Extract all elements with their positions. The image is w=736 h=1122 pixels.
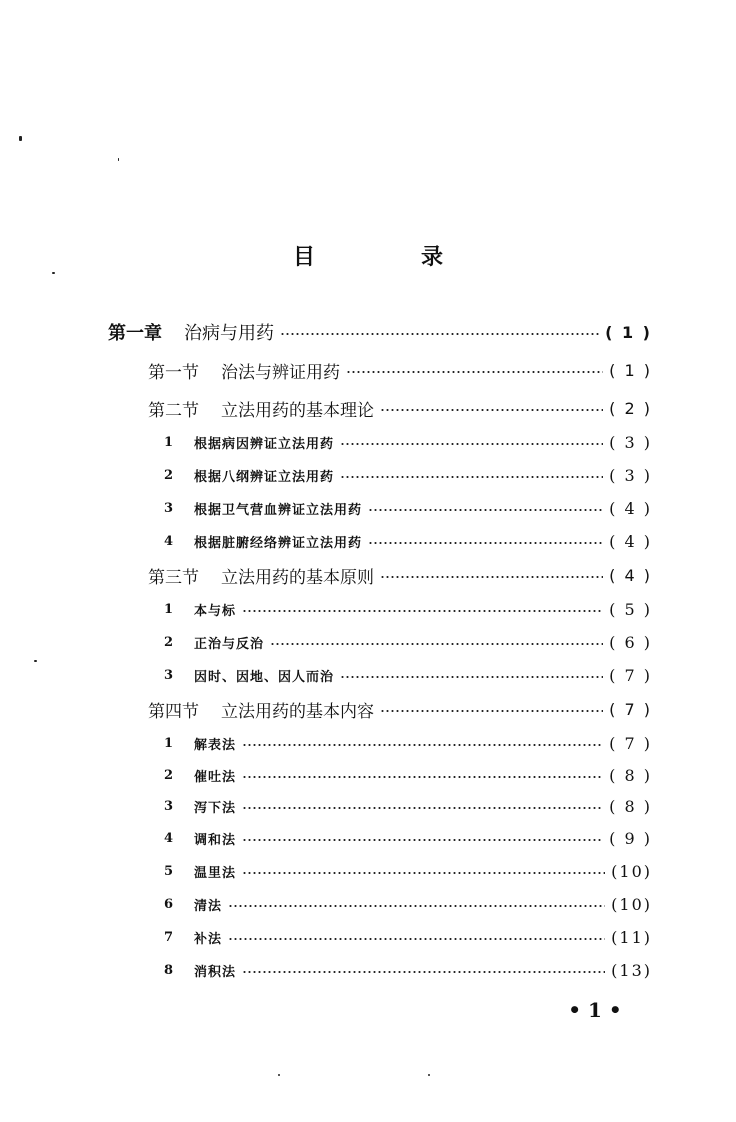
section-title: 立法用药的基本理论: [221, 400, 374, 421]
page-ref: ( 2 ): [609, 398, 652, 418]
item-title: 调和法: [194, 832, 237, 848]
page-ref: (10): [611, 894, 652, 914]
dot-leader: [242, 610, 603, 612]
item-number: 4: [164, 830, 174, 846]
page-ref: (11): [611, 927, 652, 947]
toc-section-3[interactable]: [148, 561, 652, 589]
toc-item[interactable]: [164, 923, 652, 951]
item-title: 消积法: [194, 964, 237, 980]
dot-leader: [280, 333, 599, 335]
toc-item[interactable]: [164, 461, 652, 489]
dot-leader: [242, 776, 603, 778]
toc-item[interactable]: [164, 824, 652, 852]
toc-item[interactable]: [164, 628, 652, 656]
chapter-number: 第一章: [108, 323, 162, 344]
item-number: 1: [164, 601, 174, 617]
item-number: 8: [164, 962, 174, 978]
item-number: 3: [164, 500, 174, 516]
page-ref: ( 7 ): [609, 665, 652, 685]
section-number: 第四节: [148, 701, 199, 722]
page-ref: ( 4 ): [609, 498, 652, 518]
dot-leader: [242, 744, 603, 746]
toc-chapter-1[interactable]: [108, 318, 652, 346]
page-ref: ( 6 ): [609, 632, 652, 652]
dot-leader: [242, 839, 603, 841]
scan-speck: [19, 136, 22, 141]
item-number: 2: [164, 767, 174, 783]
scan-speck: [278, 1074, 280, 1076]
page-ref: ( 9 ): [609, 828, 652, 848]
toc-item[interactable]: [164, 527, 652, 555]
toc-item[interactable]: [164, 761, 652, 789]
item-title: 根据脏腑经络辨证立法用药: [194, 535, 363, 551]
page-title: 目 录: [292, 245, 485, 270]
toc-section-4[interactable]: [148, 695, 652, 723]
item-number: 6: [164, 896, 174, 912]
section-number: 第二节: [148, 400, 199, 421]
item-title: 清法: [194, 898, 223, 914]
item-number: 5: [164, 863, 174, 879]
page-ref: ( 8 ): [609, 765, 652, 785]
page-ref: ( 1 ): [609, 360, 652, 380]
chapter-title: 治病与用药: [184, 323, 274, 344]
dot-leader: [346, 371, 603, 373]
page-ref: ( 4 ): [609, 565, 652, 585]
scan-speck: [52, 272, 55, 274]
item-number: 2: [164, 467, 174, 483]
toc-item[interactable]: [164, 890, 652, 918]
item-number: 3: [164, 667, 174, 683]
dot-leader: [340, 476, 603, 478]
toc-item[interactable]: [164, 729, 652, 757]
dot-leader: [340, 676, 603, 678]
page-ref: ( 3 ): [609, 465, 652, 485]
toc-section-2[interactable]: [148, 394, 652, 422]
page-ref: ( 4 ): [609, 531, 652, 551]
dot-leader: [242, 872, 605, 874]
item-title: 根据卫气营血辨证立法用药: [194, 502, 363, 518]
toc-item[interactable]: [164, 857, 652, 885]
item-number: 3: [164, 798, 174, 814]
toc-item[interactable]: [164, 661, 652, 689]
toc-item[interactable]: [164, 428, 652, 456]
section-title: 立法用药的基本原则: [221, 567, 374, 588]
scan-speck: [34, 660, 37, 662]
dot-leader: [380, 710, 603, 712]
section-number: 第一节: [148, 362, 199, 383]
item-title: 温里法: [194, 865, 237, 881]
page-ref: ( 7 ): [609, 733, 652, 753]
dot-leader: [368, 509, 603, 511]
page-ref: ( 7 ): [609, 699, 652, 719]
scan-speck: [428, 1074, 430, 1076]
toc-item[interactable]: [164, 956, 652, 984]
section-title: 治法与辨证用药: [221, 362, 340, 383]
item-title: 泻下法: [194, 800, 237, 816]
page-ref: (10): [611, 861, 652, 881]
item-number: 2: [164, 634, 174, 650]
dot-leader: [242, 807, 603, 809]
item-title: 解表法: [194, 737, 237, 753]
page-ref: ( 3 ): [609, 432, 652, 452]
item-title: 因时、因地、因人而治: [194, 669, 335, 685]
page-ref: (13): [611, 960, 652, 980]
section-number: 第三节: [148, 567, 199, 588]
item-number: 7: [164, 929, 174, 945]
item-title: 根据病因辨证立法用药: [194, 436, 335, 452]
toc-section-1[interactable]: [148, 356, 652, 384]
page-ref: ( 8 ): [609, 796, 652, 816]
section-title: 立法用药的基本内容: [221, 701, 374, 722]
dot-leader: [368, 542, 603, 544]
toc-item[interactable]: [164, 494, 652, 522]
dot-leader: [380, 576, 603, 578]
item-number: 4: [164, 533, 174, 549]
item-title: 补法: [194, 931, 223, 947]
dot-leader: [380, 409, 603, 411]
item-title: 正治与反治: [194, 636, 265, 652]
dot-leader: [242, 971, 605, 973]
item-title: 根据八纲辨证立法用药: [194, 469, 335, 485]
dot-leader: [340, 443, 603, 445]
toc-item[interactable]: [164, 595, 652, 623]
scan-speck: [118, 158, 119, 161]
dot-leader: [270, 643, 603, 645]
item-number: 1: [164, 735, 174, 751]
dot-leader: [228, 938, 605, 940]
page-number: • 1 •: [568, 998, 622, 1022]
page-ref: ( 5 ): [609, 599, 652, 619]
item-number: 1: [164, 434, 174, 450]
page-ref: ( 1 ): [605, 322, 652, 342]
toc-item[interactable]: [164, 792, 652, 820]
item-title: 本与标: [194, 603, 237, 619]
dot-leader: [228, 905, 605, 907]
item-title: 催吐法: [194, 769, 237, 785]
